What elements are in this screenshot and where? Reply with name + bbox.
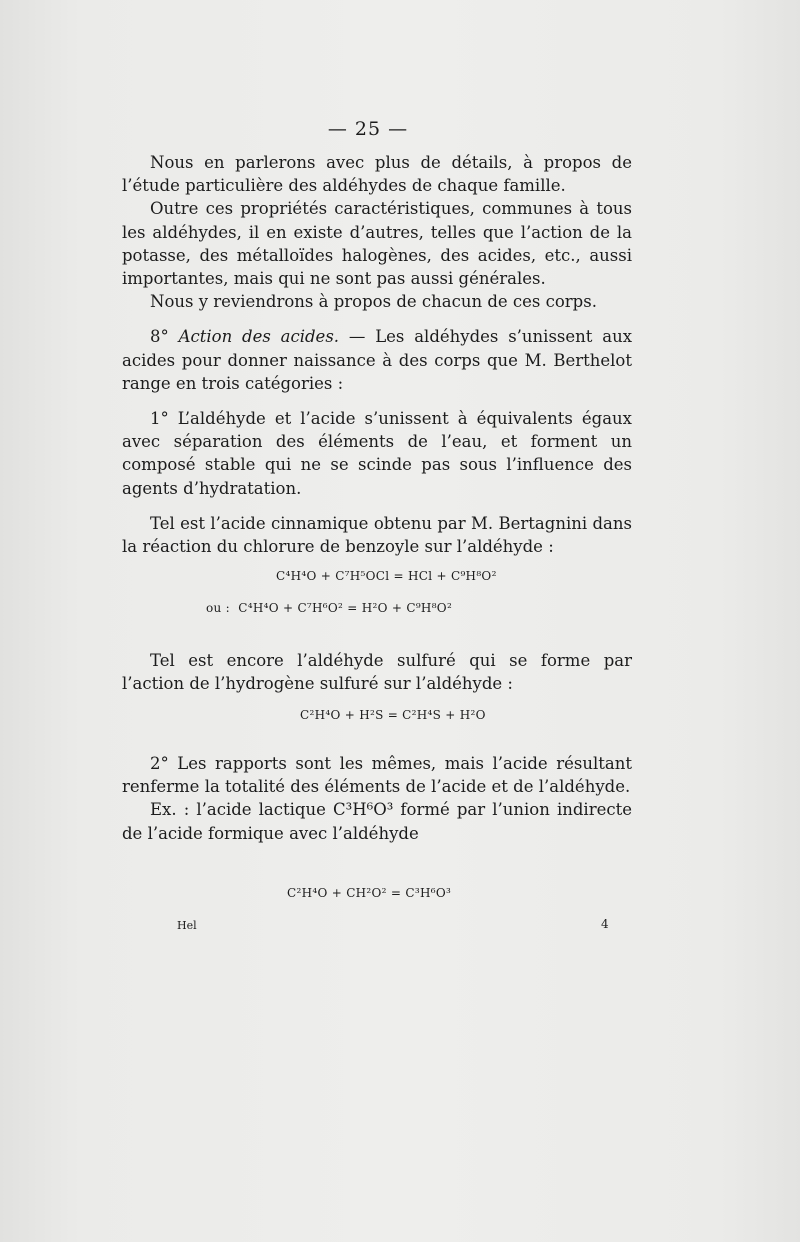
formula-4: C²H⁴O + CH²O² = C³H⁶O³ xyxy=(287,886,452,900)
paragraph-properties: Outre ces propriétés caractéristiques, communes à tous les aldéhydes, il en existe d’autres, telles que l’action de la potasse, des métalloïdes halogènes, des acides, etc., aussi importantes, mais qui ne sont pas aussi générales. xyxy=(122,199,632,289)
formula-2-prefix: ou : xyxy=(206,601,231,615)
formula-1: C⁴H⁴O + C⁷H⁵OCl = HCl + C⁹H⁸O² xyxy=(276,569,497,583)
text-block-intro xyxy=(122,151,632,558)
category-2-paragraph: 2° Les rapports sont les mêmes, mais l’acide résultant renferme la totalité des éléments de l’acide et de l’aldéhyde. xyxy=(122,754,632,797)
formula-2: C⁴H⁴O + C⁷H⁶O² = H²O + C⁹H⁸O² xyxy=(238,601,453,615)
text-block-sulfur xyxy=(122,649,632,695)
printer-signature: Hel xyxy=(177,919,197,932)
cinnamic-acid-paragraph: Tel est l’acide cinnamique obtenu par M. Bertagnini dans la réaction du chlorure de benzoyle sur l’aldéhyde : xyxy=(122,513,632,557)
category-1-paragraph: 1° L’aldéhyde et l’acide s’unissent à équivalents égaux avec séparation des éléments de l’eau, et forment un composé stable qui ne se scinde pas sous l’influence des agents d’hydratation. xyxy=(122,409,632,498)
text-block-category-2 xyxy=(122,752,632,845)
section-8-title: Action des acides. xyxy=(178,327,340,347)
formula-3: C²H⁴O + H²S = C²H⁴S + H²O xyxy=(300,708,486,722)
section-8-number: 8° xyxy=(150,327,169,347)
section-8-paragraph xyxy=(122,325,632,395)
paragraph-return: Nous y reviendrons à propos de chacun de ces corps. xyxy=(150,292,597,312)
sheet-number: 4 xyxy=(601,917,609,931)
paragraph-details: Nous en parlerons avec plus de détails, à propos de l’étude particulière des aldéhydes de chaque famille. xyxy=(122,153,632,196)
sulfur-paragraph: Tel est encore l’aldéhyde sulfuré qui se forme par l’action de l’hydrogène sulfuré sur l’aldéhyde : xyxy=(122,651,632,694)
lactic-acid-paragraph: Ex. : l’acide lactique C³H⁶O³ formé par l’union indirecte de l’acide formique avec l’aldéhyde xyxy=(122,800,632,843)
section-8-text: — Les aldéhydes s’unissent aux acides pour donner naissance à des corps que M. Berthelot range en trois catégories : xyxy=(122,327,633,393)
formula-2-row xyxy=(206,601,452,615)
page-number: — 25 — xyxy=(327,118,409,140)
